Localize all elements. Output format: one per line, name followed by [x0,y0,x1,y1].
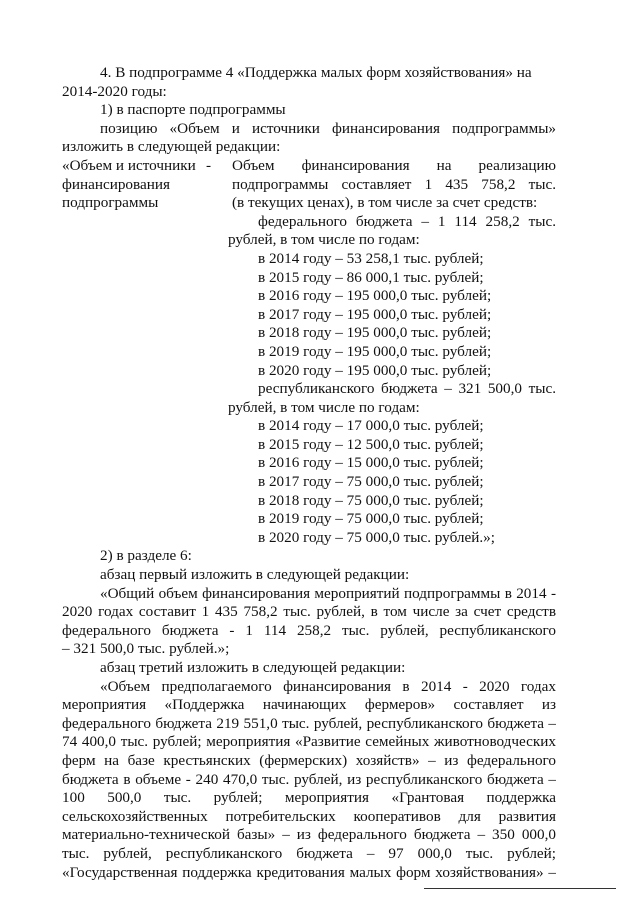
paragraph3-line: «Государственная поддержка кредитования малых форм хозяйствования» – [62,863,556,881]
federal-year-item: в 2020 году – 195 000,0 тыс. рублей; [258,361,492,379]
federal-budget-line1: федерального бюджета – 1 114 258,2 тыс. [258,212,556,230]
passport-text-line: Объем финансирования на реализацию [232,156,556,174]
republic-year-item: в 2019 году – 75 000,0 тыс. рублей; [258,510,484,528]
federal-year-item: в 2014 году – 53 258,1 тыс. рублей; [258,249,484,267]
paragraph3-line: «Объем предполагаемого финансирования в 2014 - 2020 годах [100,677,556,695]
passport-label: подпрограммы [62,194,159,212]
republic-year-item: в 2014 году – 17 000,0 тыс. рублей; [258,417,484,435]
section-heading-line1: 4. В подпрограмме 4 «Поддержка малых форм хозяйствования» на [100,64,532,81]
republic-budget-line2: рублей, в том числе по годам: [228,398,420,416]
paragraph1-line: федерального бюджета - 1 114 258,2 тыс. рублей, республиканского [62,621,556,639]
item-2: 2) в разделе 6: [100,547,192,565]
passport-row [62,176,556,195]
footer-rule [424,888,616,889]
paragraph1-line: – 321 500,0 тыс. рублей.»; [62,640,230,658]
passport-label: финансирования [62,175,170,193]
republic-year-item: в 2017 году – 75 000,0 тыс. рублей; [258,473,484,491]
paragraph3-line: ферм на базе крестьянских (фермерских) хозяйств» – из федерального [62,751,556,769]
republic-budget-line1: республиканского бюджета – 321 500,0 тыс. [258,380,556,398]
paragraph3-line: 100 500,0 тыс. рублей; мероприятия «Грантовая поддержка [62,789,556,807]
position-line1: позицию «Объем и источники финансирования подпрограммы» [100,119,556,137]
federal-year-item: в 2018 году – 195 000,0 тыс. рублей; [258,324,492,342]
paragraph3-intro: абзац третий изложить в следующей редакции: [100,659,406,676]
passport-text-line: подпрограммы составляет 1 435 758,2 тыс. [232,175,556,193]
paragraph3-line: федерального бюджета 219 551,0 тыс. рублей, республиканского бюджета – [62,714,556,732]
paragraph3-line: бюджета в объеме - 240 470,0 тыс. рублей, из республиканского бюджета – [62,770,556,788]
passport-table [62,157,556,547]
document-page [62,64,556,882]
federal-year-item: в 2017 году – 195 000,0 тыс. рублей; [258,305,492,323]
republic-year-item: в 2018 году – 75 000,0 тыс. рублей; [258,491,484,509]
passport-label: «Объем и источники [62,156,196,174]
republic-year-item: в 2020 году – 75 000,0 тыс. рублей.»; [258,528,495,546]
item-1: 1) в паспорте подпрограммы [100,101,286,119]
passport-dash: - [206,156,212,174]
federal-year-item: в 2016 году – 195 000,0 тыс. рублей; [258,287,492,305]
section-heading-line2: 2014-2020 годы: [62,82,167,100]
paragraph3-line: материально-технической базы» – из федерального бюджета – 350 000,0 [62,826,556,844]
federal-year-item: в 2015 году – 86 000,1 тыс. рублей; [258,268,484,286]
federal-budget-line2: рублей, в том числе по годам: [228,231,420,249]
paragraph1-intro: абзац первый изложить в следующей редакции: [100,566,410,584]
position-line2: изложить в следующей редакции: [62,138,281,156]
passport-row [62,157,556,176]
paragraph3-line: мероприятия «Поддержка начинающих фермеров» составляет из [62,696,556,714]
paragraph3-line: 74 400,0 тыс. рублей; мероприятия «Развитие семейных животноводческих [62,733,556,751]
paragraph3-line: тыс. рублей, республиканского бюджета – 97 000,0 тыс. рублей; [62,844,556,862]
paragraph1-line: «Общий объем финансирования мероприятий подпрограммы в 2014 - [100,584,556,602]
republic-year-item: в 2016 году – 15 000,0 тыс. рублей; [258,454,484,472]
paragraph3-line: сельскохозяйственных потребительских кооперативов для развития [62,807,556,825]
passport-row [62,194,556,213]
paragraph1-line: 2020 годах составит 1 435 758,2 тыс. рублей, в том числе за счет средств [62,603,556,621]
passport-text-line: (в текущих ценах), в том числе за счет средств: [232,194,538,212]
republic-year-item: в 2015 году – 12 500,0 тыс. рублей; [258,435,484,453]
federal-year-item: в 2019 году – 195 000,0 тыс. рублей; [258,342,492,360]
